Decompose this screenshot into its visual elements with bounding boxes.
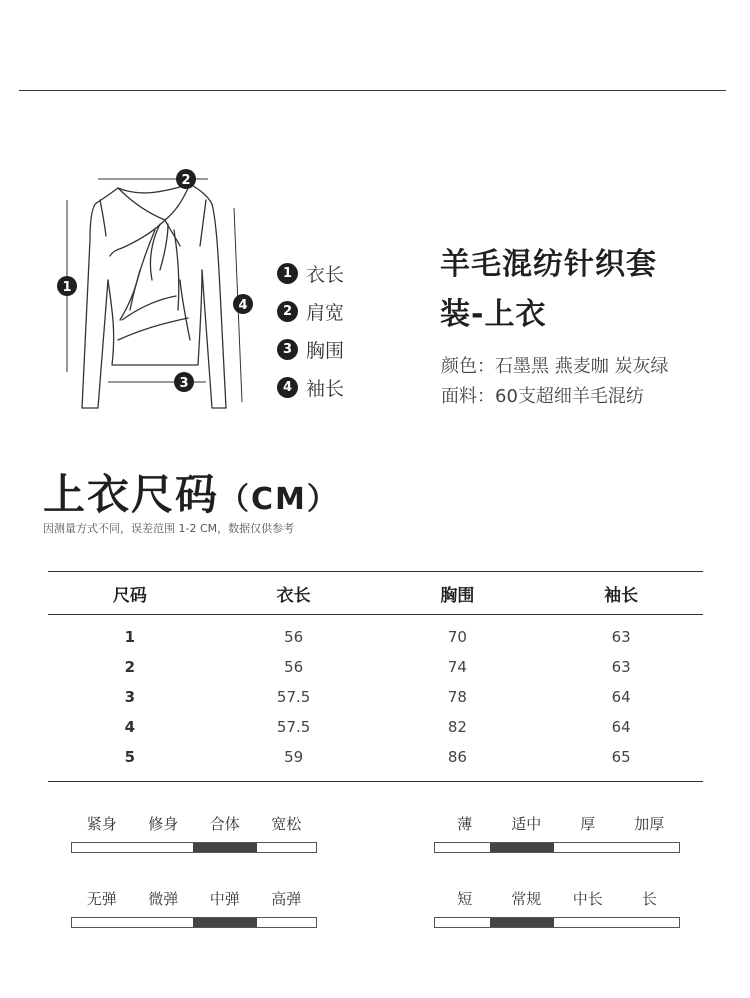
scale-label: 无弹 [86, 890, 117, 908]
length-scale [434, 887, 680, 928]
table-row [48, 742, 703, 782]
table-cell: 57.5 [276, 718, 311, 736]
scale-bar [434, 917, 680, 928]
scale-bar [71, 917, 317, 928]
scale-label: 紧身 [86, 815, 117, 833]
legend-label: 肩宽 [306, 301, 345, 324]
scale-label: 中弹 [209, 890, 240, 908]
elasticity-scale [71, 887, 317, 928]
table-cell: 64 [611, 718, 631, 736]
table-header-row [48, 572, 703, 615]
size-chart-unit: （CM） [219, 482, 339, 517]
table-cell: 2 [124, 658, 136, 676]
table-cell: 56 [284, 628, 304, 646]
scale-label: 修身 [148, 815, 179, 833]
table-cell: 64 [611, 688, 631, 706]
color-spec: 颜色：石墨黑 燕麦咖 炭灰绿 [441, 356, 669, 377]
legend-item [277, 330, 344, 368]
svg-text:3: 3 [179, 376, 189, 391]
number-badge: 3 [277, 339, 298, 360]
top-divider [19, 90, 726, 91]
svg-text:1: 1 [62, 280, 72, 295]
scale-selected-segment [490, 843, 554, 852]
scale-label: 常规 [511, 890, 542, 908]
table-cell: 59 [212, 742, 376, 782]
table-cell: 78 [447, 688, 467, 706]
table-row [48, 652, 703, 682]
scale-label: 中长 [572, 890, 603, 908]
svg-text:4: 4 [238, 298, 248, 313]
legend-item [277, 254, 344, 292]
table-cell: 82 [447, 718, 467, 736]
scale-label: 微弹 [148, 890, 179, 908]
legend-item [277, 292, 344, 330]
table-cell: 56 [284, 658, 304, 676]
scale-bar [71, 842, 317, 853]
table-row [48, 712, 703, 742]
table-cell: 57.5 [276, 688, 311, 706]
fabric-spec: 面料：60支超细羊毛混纺 [441, 386, 644, 407]
table-cell: 1 [124, 628, 136, 646]
scale-label: 加厚 [634, 815, 665, 833]
scale-selected-segment [193, 843, 257, 852]
fit-scale [71, 812, 317, 853]
legend-label: 衣长 [306, 263, 345, 286]
column-header: 袖长 [604, 585, 639, 606]
table-row [48, 615, 703, 653]
size-chart-heading: 上衣尺码 [43, 470, 220, 519]
table-row [48, 682, 703, 712]
scale-label: 合体 [209, 815, 240, 833]
scale-label: 薄 [457, 815, 473, 833]
table-cell: 63 [611, 628, 631, 646]
column-header: 胸围 [440, 585, 475, 606]
table-cell: 5 [48, 742, 212, 782]
garment-outline-icon [40, 160, 270, 420]
number-badge: 2 [277, 301, 298, 322]
legend-label: 胸围 [306, 339, 345, 362]
table-cell: 3 [124, 688, 136, 706]
scale-label: 厚 [580, 815, 596, 833]
scale-selected-segment [490, 918, 554, 927]
scale-label: 宽松 [271, 815, 302, 833]
scale-bar [434, 842, 680, 853]
table-cell: 65 [539, 742, 703, 782]
table-cell: 74 [447, 658, 467, 676]
size-table [48, 571, 703, 782]
table-cell: 63 [611, 658, 631, 676]
column-header: 尺码 [112, 585, 147, 606]
legend-item [277, 368, 344, 406]
scale-label: 长 [641, 890, 657, 908]
table-cell: 70 [447, 628, 467, 646]
table-cell: 4 [124, 718, 136, 736]
legend-label: 袖长 [306, 377, 345, 400]
number-badge: 4 [277, 377, 298, 398]
measurement-note: 因测量方式不同，误差范围 1-2 CM，数据仅供参考 [43, 522, 295, 535]
number-badge: 1 [277, 263, 298, 284]
scale-label: 适中 [511, 815, 542, 833]
column-header: 衣长 [276, 585, 311, 606]
product-title: 羊毛混纺针织套装-上衣 [440, 247, 657, 332]
svg-text:2: 2 [181, 173, 191, 188]
size-chart-title [43, 462, 339, 522]
scale-selected-segment [193, 918, 257, 927]
measurement-legend [277, 254, 344, 406]
table-cell: 86 [376, 742, 540, 782]
thickness-scale [434, 812, 680, 853]
scale-label: 高弹 [271, 890, 302, 908]
scale-label: 短 [457, 890, 473, 908]
